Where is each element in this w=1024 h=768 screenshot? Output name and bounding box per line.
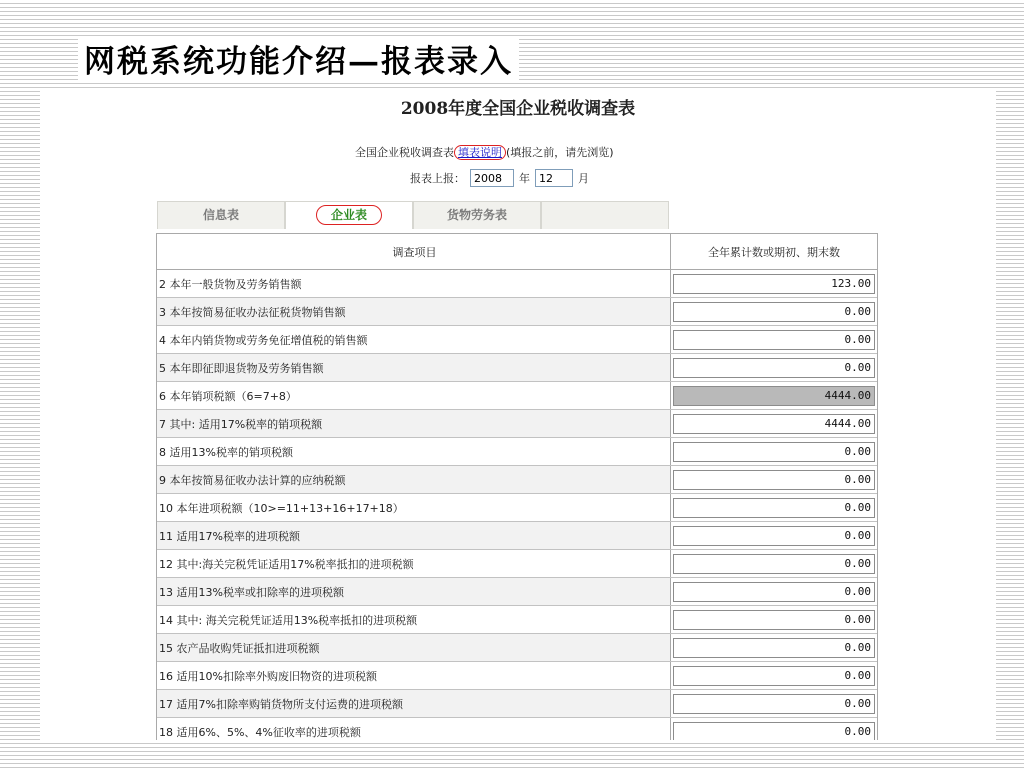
table-row xyxy=(157,718,877,740)
row-value-input[interactable] xyxy=(673,330,875,350)
row-value-input[interactable] xyxy=(673,666,875,686)
form-intro xyxy=(355,144,614,160)
table-row xyxy=(157,354,877,382)
row-value-input[interactable] xyxy=(673,442,875,462)
tax-form-screen xyxy=(40,88,996,740)
row-value-input[interactable] xyxy=(673,358,875,378)
row-label: 15 农产品收购凭证抵扣进项税额 xyxy=(157,634,671,661)
slide-stripe-right xyxy=(996,88,1024,740)
row-value-input[interactable] xyxy=(673,414,875,434)
row-value-input[interactable] xyxy=(673,526,875,546)
header-value: 全年累计数或期初、期末数 xyxy=(708,245,840,259)
year-unit: 年 xyxy=(519,172,530,185)
tab-info-label: 信息表 xyxy=(202,208,239,222)
table-header xyxy=(157,234,877,270)
row-value-input[interactable] xyxy=(673,638,875,658)
row-value-input[interactable] xyxy=(673,722,875,741)
tab-goods-services-label: 货物劳务表 xyxy=(446,208,507,222)
row-label: 14 其中: 海关完税凭证适用13%税率抵扣的进项税额 xyxy=(157,606,671,633)
row-value-cell xyxy=(671,382,877,409)
tab-spacer xyxy=(541,201,669,229)
tab-goods-services[interactable] xyxy=(413,201,541,229)
survey-table xyxy=(156,233,878,740)
row-label: 6 本年销项税额（6=7+8） xyxy=(157,382,671,409)
row-label: 16 适用10%扣除率外购废旧物资的进项税额 xyxy=(157,662,671,689)
table-row xyxy=(157,270,877,298)
header-item: 调查项目 xyxy=(157,234,671,269)
form-tabs xyxy=(157,201,670,229)
row-value-input[interactable] xyxy=(673,498,875,518)
intro-prefix: 全国企业税收调查表 xyxy=(355,146,454,159)
row-label: 17 适用7%扣除率购销货物所支付运费的进项税额 xyxy=(157,690,671,717)
table-row xyxy=(157,326,877,354)
table-row xyxy=(157,438,877,466)
row-value-cell xyxy=(671,354,877,381)
row-value-cell xyxy=(671,634,877,661)
table-row xyxy=(157,606,877,634)
row-label: 3 本年按简易征收办法征税货物销售额 xyxy=(157,298,671,325)
row-label: 4 本年内销货物或劳务免征增值税的销售额 xyxy=(157,326,671,353)
tab-info[interactable] xyxy=(157,201,285,229)
intro-suffix: (填报之前，请先浏览) xyxy=(506,146,614,159)
row-value-input[interactable] xyxy=(673,694,875,714)
report-period xyxy=(410,169,589,187)
row-value-input xyxy=(673,386,875,406)
row-label: 8 适用13%税率的销项税额 xyxy=(157,438,671,465)
row-value-cell xyxy=(671,466,877,493)
period-label: 报表上报： xyxy=(410,172,465,185)
table-row xyxy=(157,662,877,690)
table-row xyxy=(157,690,877,718)
row-value-cell xyxy=(671,690,877,717)
row-value-cell xyxy=(671,438,877,465)
row-value-input[interactable] xyxy=(673,274,875,294)
row-value-cell xyxy=(671,522,877,549)
row-value-cell xyxy=(671,298,877,325)
year-input[interactable] xyxy=(470,169,514,187)
month-input[interactable] xyxy=(535,169,573,187)
row-value-input[interactable] xyxy=(673,610,875,630)
tab-enterprise-label: 企业表 xyxy=(316,205,382,225)
row-label: 10 本年进项税额（10>=11+13+16+17+18） xyxy=(157,494,671,521)
row-label: 5 本年即征即退货物及劳务销售额 xyxy=(157,354,671,381)
row-value-input[interactable] xyxy=(673,582,875,602)
row-value-cell xyxy=(671,326,877,353)
slide-title: 网税系统功能介绍—报表录入 xyxy=(78,36,519,81)
month-unit: 月 xyxy=(578,172,589,185)
row-value-cell xyxy=(671,662,877,689)
slide-stripe-left xyxy=(0,88,40,740)
row-label: 2 本年一般货物及劳务销售额 xyxy=(157,270,671,297)
row-value-input[interactable] xyxy=(673,554,875,574)
table-row xyxy=(157,634,877,662)
row-value-cell xyxy=(671,270,877,297)
table-row xyxy=(157,410,877,438)
row-value-cell xyxy=(671,410,877,437)
table-row xyxy=(157,578,877,606)
table-row xyxy=(157,298,877,326)
row-value-cell xyxy=(671,550,877,577)
row-label: 11 适用17%税率的进项税额 xyxy=(157,522,671,549)
table-row xyxy=(157,466,877,494)
row-value-input[interactable] xyxy=(673,302,875,322)
form-title: 2008年度全国企业税收调查表 xyxy=(400,99,636,119)
slide-stripe-bottom xyxy=(0,740,1024,768)
table-row xyxy=(157,522,877,550)
row-value-cell xyxy=(671,718,877,740)
tab-enterprise[interactable] xyxy=(285,201,413,229)
row-value-cell xyxy=(671,494,877,521)
row-value-input[interactable] xyxy=(673,470,875,490)
row-label: 18 适用6%、5%、4%征收率的进项税额 xyxy=(157,718,671,740)
instructions-link[interactable]: 填表说明 xyxy=(454,145,506,160)
row-value-cell xyxy=(671,606,877,633)
table-row xyxy=(157,494,877,522)
row-label: 7 其中: 适用17%税率的销项税额 xyxy=(157,410,671,437)
row-label: 9 本年按简易征收办法计算的应纳税额 xyxy=(157,466,671,493)
row-label: 12 其中:海关完税凭证适用17%税率抵扣的进项税额 xyxy=(157,550,671,577)
row-label: 13 适用13%税率或扣除率的进项税额 xyxy=(157,578,671,605)
table-row xyxy=(157,382,877,410)
row-value-cell xyxy=(671,578,877,605)
table-row xyxy=(157,550,877,578)
